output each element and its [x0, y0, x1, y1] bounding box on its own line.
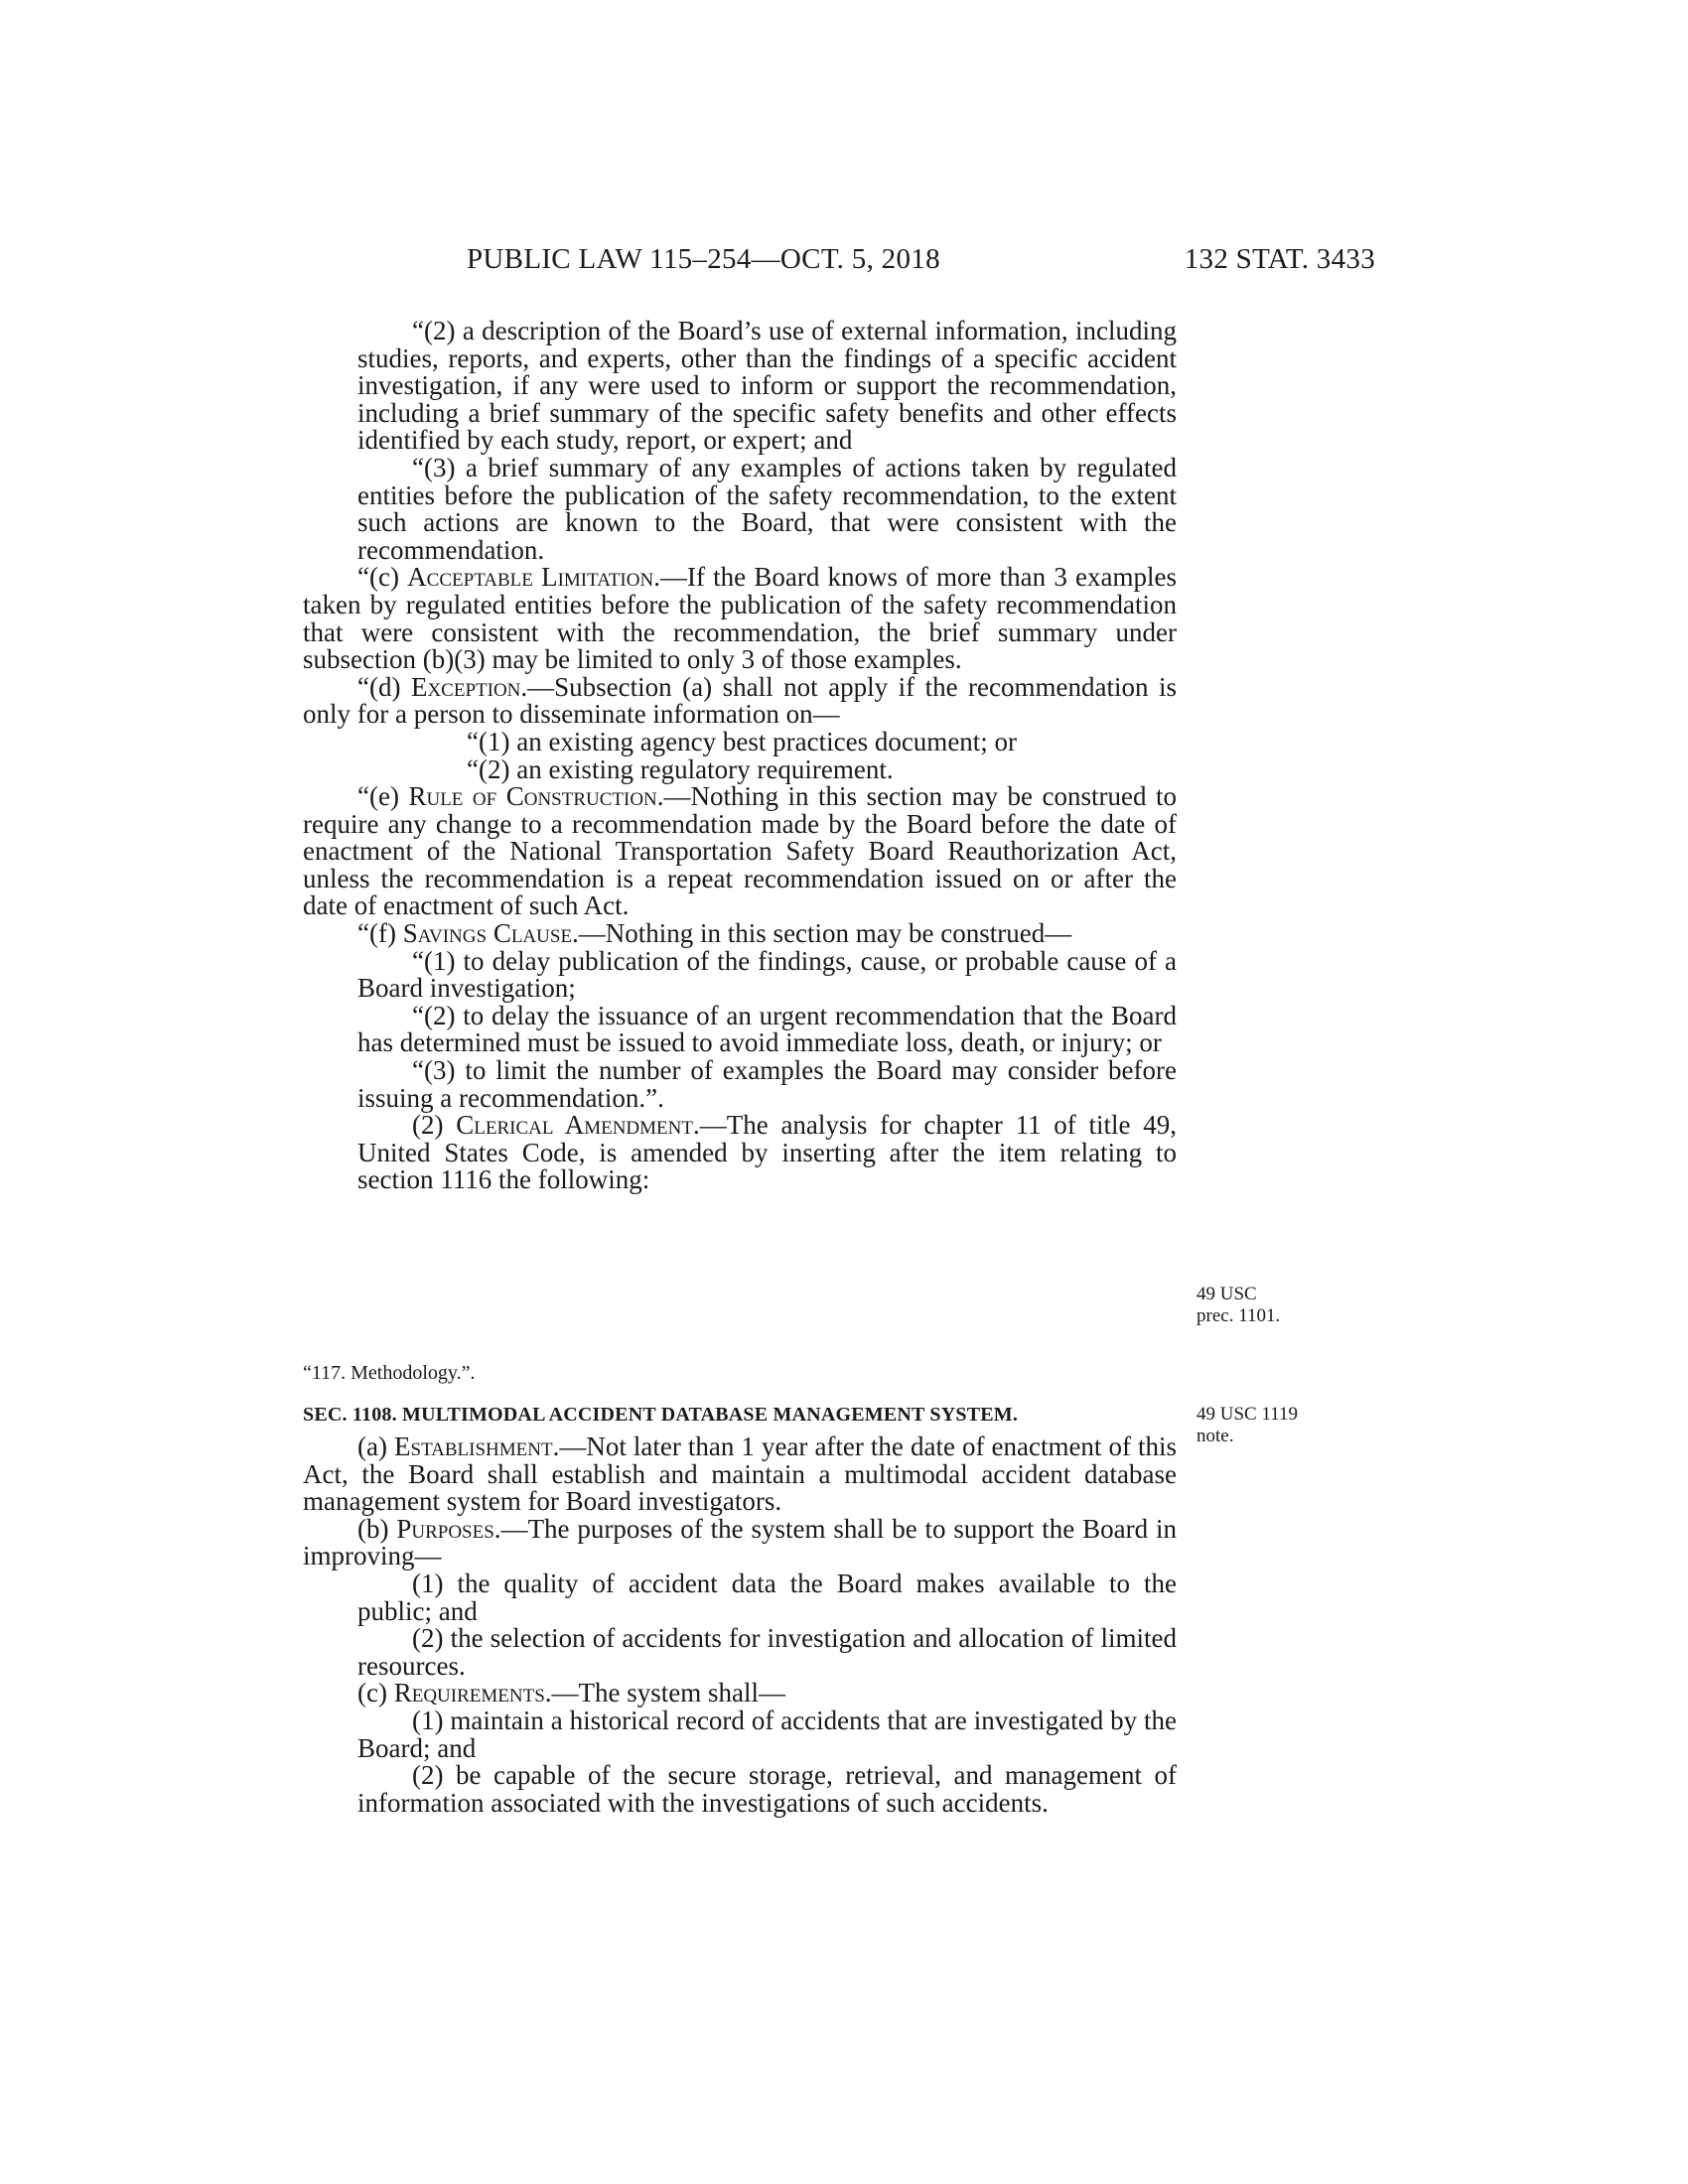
paragraph-f1: “(1) to delay publication of the findings, cause, or probable cause of a Board investigation; — [357, 945, 1177, 1004]
heading-establishment: Establishment. — [394, 1432, 560, 1461]
paragraph-d2: “(2) an existing regulatory requirement. — [467, 753, 894, 784]
heading-acceptable-limitation: Acceptable Limitation. — [407, 562, 660, 593]
margin-note-usc-note: 49 USC 1119 note. — [1196, 1404, 1299, 1446]
paragraph-d1: “(1) an existing agency best practices document; or — [467, 726, 1018, 756]
paragraph-b2: “(2) a description of the Board’s use of external information, including studies, reports, and experts, other than the findings of a specific accident investigation, if any were used to inform or support the recommendation, including a brief summary of the specific safety benefits and other effects identified by each study, report, or expert; and — [357, 316, 1177, 456]
body-text-lower — [303, 1433, 1177, 1817]
heading-clerical-amendment: Clerical Amendment. — [456, 1110, 700, 1141]
paragraph-requirements: (c) Requirements.—The system shall— — [357, 1678, 786, 1708]
paragraph-f: “(f) Savings Clause.—Nothing in this section may be construed— — [357, 918, 1072, 949]
paragraph-clerical-amendment: (2) Clerical Amendment.—The analysis for chapter 11 of title 49, United States Code, is amended by inserting after the item relating to section 1116 the following: — [357, 1110, 1178, 1195]
heading-savings-clause: Savings Clause. — [402, 918, 579, 949]
paragraph-d: “(d) Exception.—Subsection (a) shall not apply if the recommendation is only for a person to disseminate information on— — [303, 671, 1177, 730]
paragraph-f3: “(3) to limit the number of examples the Board may consider before issuing a recommendation.”. — [357, 1055, 1177, 1113]
paragraph-e: “(e) Rule of Construction.—Nothing in this section may be construed to require any change to a recommendation made by the Board before the date of enactment of the National Transportation Safety Board Reauthorization Act, unless the recommendation is a repeat recommendation issued on or after the date of enactment of such Act. — [303, 781, 1178, 921]
body-text-upper — [303, 318, 1177, 1194]
heading-rule-of-construction: Rule of Construction. — [408, 781, 664, 812]
paragraph-purposes: (b) Purposes.—The purposes of the system shall be to support the Board in improving— — [303, 1513, 1177, 1571]
margin-note-usc-prec: 49 USC prec. 1101. — [1196, 1284, 1281, 1326]
heading-purposes: Purposes. — [396, 1513, 501, 1544]
section-heading: SEC. 1108. MULTIMODAL ACCIDENT DATABASE MANAGEMENT SYSTEM. — [303, 1404, 1019, 1426]
paragraph-b3: “(3) a brief summary of any examples of actions taken by regulated entities before the publication of the safety recommendation, to the extent such actions are known to the Board, that were consistent with the recommendation. — [357, 452, 1177, 565]
paragraph-purposes-2: (2) the selection of accidents for investigation and allocation of limited resources. — [357, 1623, 1177, 1681]
running-header — [298, 243, 1375, 287]
paragraph-c: “(c) Acceptable Limitation.—If the Board knows of more than 3 examples taken by regulated entities before the publication of the safety recommendation that were consistent with the recommendation, the brief summary under subsection (b)(3) may be limited to only 3 of those examples. — [303, 562, 1178, 675]
heading-exception: Exception. — [410, 671, 528, 702]
statute-page-number: 132 STAT. 3433 — [1184, 243, 1375, 275]
analysis-item: “117. Methodology.”. — [303, 1362, 476, 1384]
paragraph-requirements-2: (2) be capable of the secure storage, retrieval, and management of information associated with the investigations of such accidents. — [357, 1760, 1177, 1818]
paragraph-establishment: (a) Establishment.—Not later than 1 year after the date of enactment of this Act, the Board shall establish and maintain a multimodal accident database management system for Board investigators. — [303, 1432, 1178, 1517]
paragraph-requirements-1: (1) maintain a historical record of accidents that are investigated by the Board; and — [357, 1705, 1177, 1763]
paragraph-purposes-1: (1) the quality of accident data the Board makes available to the public; and — [357, 1568, 1177, 1626]
heading-requirements: Requirements. — [393, 1678, 552, 1708]
paragraph-f2: “(2) to delay the issuance of an urgent recommendation that the Board has determined must be issued to avoid immediate loss, death, or injury; or — [357, 1000, 1177, 1058]
page-title: PUBLIC LAW 115–254—OCT. 5, 2018 — [467, 243, 940, 275]
